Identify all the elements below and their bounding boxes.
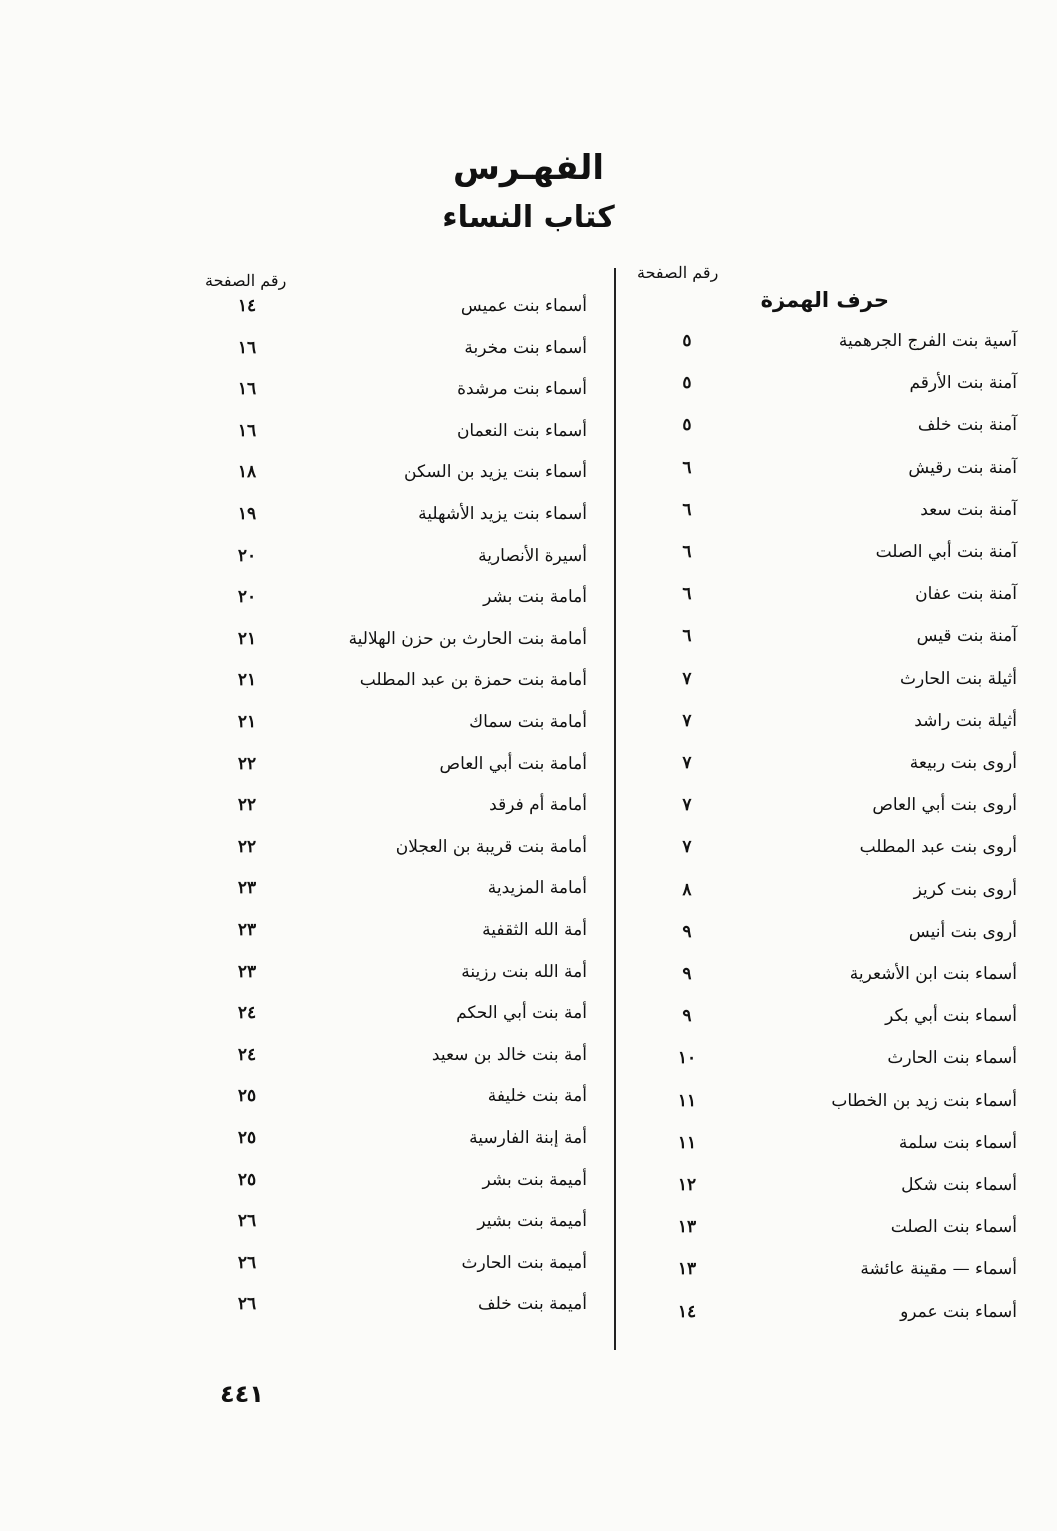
- index-entry-page: ٧: [682, 710, 692, 731]
- index-entry-name: أسماء بنت عميس: [460, 296, 587, 316]
- index-entry-name: أسماء بنت الحارث: [887, 1048, 1017, 1069]
- index-entry-page: ٥: [682, 331, 692, 351]
- index-entry-page: ٢١: [237, 628, 257, 649]
- index-entry-name: أميمة بنت بشر: [482, 1169, 587, 1190]
- index-entry-page: ٢٥: [237, 1128, 257, 1148]
- index-entry-page: ٢٠: [237, 587, 257, 608]
- index-entry-name: أمة الله الثقفية: [482, 920, 587, 940]
- index-entry-name: آمنة بنت قيس: [916, 626, 1017, 647]
- page-number-header-right: رقم الصفحة: [637, 263, 719, 282]
- index-entry-page: ٢٣: [237, 920, 257, 940]
- page-number: ٤٤١: [220, 1380, 264, 1408]
- index-entry-page: ٩: [682, 964, 692, 984]
- index-entry-name: آمنة بنت خلف: [917, 415, 1017, 436]
- index-entry-name: آمنة بنت رقيش: [908, 457, 1017, 478]
- index-entry-page: ٥: [682, 373, 692, 394]
- index-entry-page: ٢٣: [237, 878, 257, 899]
- index-entry-name: أمامة المزيدية: [487, 878, 587, 899]
- index-entry-name: أمامة بنت سماك: [469, 712, 587, 732]
- index-entry-page: ٦: [682, 457, 692, 478]
- index-entry-name: أروى بنت أبي العاص: [872, 795, 1017, 816]
- index-entry-name: أروى بنت أنيس: [908, 921, 1017, 942]
- index-entry-name: أمامة بنت حمزة بن عبد المطلب: [359, 670, 587, 691]
- index-entry-name: أسماء بنت الصلت: [890, 1217, 1017, 1238]
- index-entry-page: ٢٢: [237, 795, 257, 816]
- index-entry-name: أسماء بنت شكل: [901, 1175, 1017, 1195]
- index-entry-name: أمة بنت خليفة: [487, 1086, 587, 1107]
- index-entry-page: ١١: [677, 1132, 697, 1153]
- index-entry-page: ٢٤: [237, 1044, 257, 1065]
- index-entry-name: أسماء بنت يزيد الأشهلية: [418, 504, 587, 524]
- index-entry-name: أمامة بنت الحارث بن حزن الهلالية: [348, 628, 587, 649]
- index-entry-page: ٢٦: [237, 1294, 257, 1315]
- book-title: كتاب النساء: [442, 200, 615, 235]
- page-number-header-left: رقم الصفحة: [205, 271, 287, 290]
- index-entry-page: ٢٤: [237, 1003, 257, 1024]
- index-entry-page: ٩: [682, 1006, 692, 1027]
- index-entry-page: ١٨: [237, 462, 257, 483]
- index-entry-page: ٧: [682, 753, 692, 773]
- column-divider: [614, 268, 616, 1350]
- index-entry-name: أمامة أم فرقد: [489, 795, 587, 816]
- index-entry-page: ١٤: [677, 1301, 697, 1322]
- index-entry-name: أسماء بنت عمرو: [900, 1301, 1017, 1322]
- index-entry-page: ١٦: [237, 420, 257, 441]
- index-entry-name: أروى بنت كريز: [913, 879, 1017, 900]
- index-entry-page: ١٣: [677, 1259, 697, 1280]
- index-entry-page: ٢٢: [237, 836, 257, 857]
- index-entry-page: ١٩: [237, 504, 257, 524]
- index-entry-name: أسماء بنت يزيد بن السكن: [404, 462, 587, 483]
- page-title: الفهـرس: [452, 148, 605, 188]
- index-entry-name: أميمة بنت الحارث: [461, 1252, 587, 1273]
- index-entry-page: ٢٥: [237, 1169, 257, 1190]
- index-entry-page: ١٢: [677, 1175, 697, 1195]
- index-entry-page: ٢٥: [237, 1086, 257, 1107]
- index-entry-name: أسماء بنت أبي بكر: [885, 1006, 1017, 1027]
- index-entry-name: أمة بنت خالد بن سعيد: [431, 1044, 587, 1065]
- index-entry-page: ٧: [682, 668, 692, 689]
- index-entry-name: آمنة بنت عفان: [915, 584, 1017, 605]
- index-entry-page: ٢٠: [237, 545, 257, 566]
- index-entry-name: أثيلة بنت الحارث: [900, 668, 1017, 689]
- index-entry-page: ٢١: [237, 712, 257, 732]
- index-entry-page: ٨: [682, 879, 692, 900]
- index-entry-name: آمنة بنت الأرقم: [909, 373, 1017, 394]
- index-entry-name: أميمة بنت بشير: [477, 1211, 587, 1232]
- index-entry-page: ٦: [682, 542, 692, 562]
- index-entry-name: أروى بنت ربيعة: [909, 753, 1017, 773]
- section-heading: حرف الهمزة: [760, 288, 889, 312]
- index-entry-name: أسماء بنت النعمان: [456, 420, 587, 441]
- index-entry-name: أسماء بنت ابن الأشعرية: [849, 964, 1017, 984]
- index-entry-page: ١٦: [237, 337, 257, 358]
- index-entry-name: أمامة بنت بشر: [483, 587, 587, 608]
- index-entry-page: ٢١: [237, 670, 257, 691]
- index-entry-name: أسماء بنت زيد بن الخطاب: [831, 1090, 1017, 1111]
- index-entry-name: أمة بنت أبي الحكم: [456, 1003, 587, 1024]
- index-entry-page: ٦: [682, 626, 692, 647]
- index-entry-name: أسماء بنت مخربة: [464, 337, 587, 358]
- index-entry-page: ١١: [677, 1090, 697, 1111]
- index-entry-name: أمامة بنت قريبة بن العجلان: [395, 836, 587, 857]
- index-entry-page: ٢٦: [237, 1252, 257, 1273]
- index-entry-page: ١٦: [237, 379, 257, 400]
- index-entry-name: أسماء بنت سلمة: [898, 1132, 1017, 1153]
- index-entry-page: ٧: [682, 795, 692, 816]
- index-entry-name: آمنة بنت أبي الصلت: [875, 542, 1017, 562]
- index-entry-name: أسماء بنت مرشدة: [457, 379, 587, 400]
- index-entry-name: أثيلة بنت راشد: [914, 710, 1017, 731]
- index-entry-page: ٧: [682, 837, 692, 858]
- index-entry-name: أسيرة الأنصارية: [478, 545, 587, 566]
- index-entry-page: ٢٣: [237, 961, 257, 982]
- index-entry-name: أمة الله بنت رزينة: [461, 961, 587, 982]
- index-entry-page: ٢٢: [237, 753, 257, 774]
- index-entry-page: ١٤: [237, 296, 257, 316]
- index-entry-page: ٦: [682, 499, 692, 520]
- index-entry-name: أمامة بنت أبي العاص: [439, 753, 587, 774]
- index-entry-page: ٥: [682, 415, 692, 436]
- index-entry-name: أمة إبنة الفارسية: [469, 1128, 587, 1148]
- index-entry-name: آسية بنت الفرج الجرهمية: [838, 331, 1017, 351]
- index-entry-name: أسماء — مقينة عائشة: [860, 1259, 1017, 1280]
- index-entry-name: أميمة بنت خلف: [478, 1294, 587, 1315]
- index-entry-page: ٦: [682, 584, 692, 605]
- index-entry-page: ٢٦: [237, 1211, 257, 1232]
- index-entry-name: أروى بنت عبد المطلب: [859, 837, 1017, 858]
- index-entry-page: ١٣: [677, 1217, 697, 1238]
- index-entry-name: آمنة بنت سعد: [920, 499, 1017, 520]
- index-entry-page: ١٠: [677, 1048, 697, 1069]
- index-entry-page: ٩: [682, 921, 692, 942]
